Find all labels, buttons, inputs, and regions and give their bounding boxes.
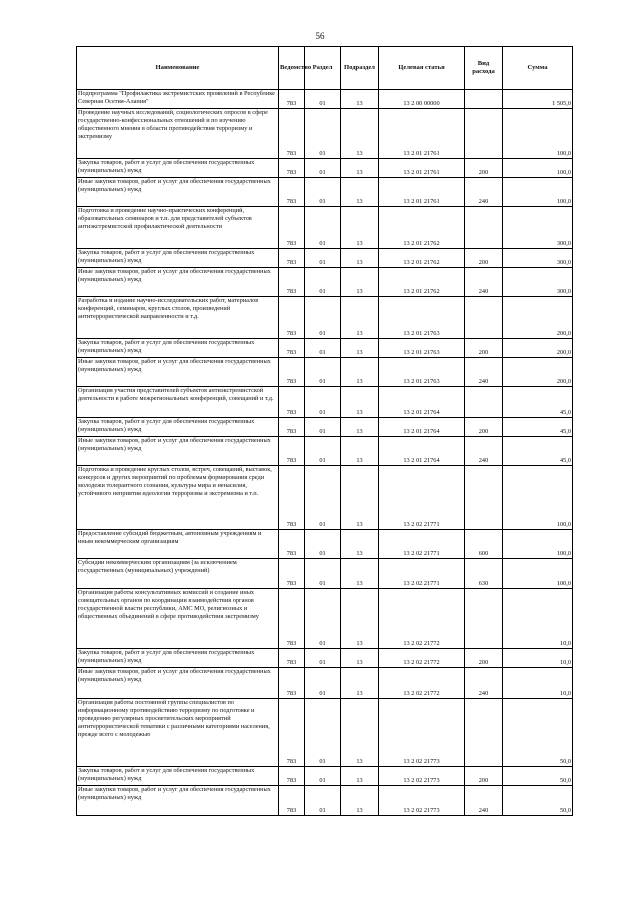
row-target: 13 2 02 21773 <box>379 786 465 816</box>
row-sum: 100,0 <box>503 159 573 178</box>
row-type <box>465 699 503 767</box>
row-dept: 783 <box>279 786 305 816</box>
row-section: 01 <box>305 649 341 668</box>
row-section: 01 <box>305 466 341 530</box>
row-section: 01 <box>305 767 341 786</box>
row-sum: 100,0 <box>503 178 573 207</box>
row-name: Закупка товаров, работ и услуг для обеспечения государственных (муниципальных) нужд <box>77 767 279 786</box>
budget-table <box>76 46 573 816</box>
row-section: 01 <box>305 159 341 178</box>
table-row <box>77 699 573 767</box>
row-name: Иные закупки товаров, работ и услуг для обеспечения государственных (муниципальных) нужд <box>77 786 279 816</box>
row-sum: 100,0 <box>503 466 573 530</box>
row-sum: 100,0 <box>503 109 573 159</box>
row-target: 13 2 01 21764 <box>379 387 465 418</box>
row-type: 240 <box>465 786 503 816</box>
row-dept: 783 <box>279 668 305 699</box>
row-name: Иные закупки товаров, работ и услуг для обеспечения государственных (муниципальных) нужд <box>77 268 279 297</box>
table-row <box>77 358 573 387</box>
row-target: 13 2 00 00000 <box>379 90 465 109</box>
row-name: Закупка товаров, работ и услуг для обеспечения государственных (муниципальных) нужд <box>77 249 279 268</box>
row-section: 01 <box>305 668 341 699</box>
row-name: Закупка товаров, работ и услуг для обеспечения государственных (муниципальных) нужд <box>77 418 279 437</box>
row-subsection: 13 <box>341 530 379 559</box>
table-row <box>77 649 573 668</box>
header-target: Целевая статья <box>379 47 465 90</box>
row-type: 200 <box>465 767 503 786</box>
row-subsection: 13 <box>341 668 379 699</box>
row-subsection: 13 <box>341 159 379 178</box>
row-name: Закупка товаров, работ и услуг для обеспечения государственных (муниципальных) нужд <box>77 159 279 178</box>
row-subsection: 13 <box>341 178 379 207</box>
row-dept: 783 <box>279 437 305 466</box>
row-sum: 45,0 <box>503 418 573 437</box>
row-dept: 783 <box>279 418 305 437</box>
row-target: 13 2 02 21773 <box>379 767 465 786</box>
row-subsection: 13 <box>341 358 379 387</box>
row-name: Предоставление субсидий бюджетным, автономным учреждениям и иным некоммерческим организациям <box>77 530 279 559</box>
row-dept: 783 <box>279 699 305 767</box>
row-name: Подпрограмма "Профилактика экстремистских проявлений в Республике Северная Осетия-Алания" <box>77 90 279 109</box>
row-sum: 300,0 <box>503 207 573 249</box>
row-dept: 783 <box>279 268 305 297</box>
row-subsection: 13 <box>341 268 379 297</box>
table-row <box>77 387 573 418</box>
row-subsection: 13 <box>341 249 379 268</box>
row-target: 13 2 02 21772 <box>379 589 465 649</box>
row-type: 240 <box>465 178 503 207</box>
row-dept: 783 <box>279 767 305 786</box>
row-sum: 10,0 <box>503 649 573 668</box>
row-target: 13 2 01 21761 <box>379 159 465 178</box>
row-name: Закупка товаров, работ и услуг для обеспечения государственных (муниципальных) нужд <box>77 339 279 358</box>
page-number: 56 <box>315 31 325 41</box>
row-name: Проведение научных исследований, социологических опросов в сфере государственно-конфессиональных отношений и по изучению общественного мнения в области противодействия терроризму и экстремизму <box>77 109 279 159</box>
row-type: 630 <box>465 559 503 589</box>
row-section: 01 <box>305 530 341 559</box>
row-target: 13 2 01 21763 <box>379 339 465 358</box>
row-subsection: 13 <box>341 109 379 159</box>
table-row <box>77 207 573 249</box>
row-dept: 783 <box>279 466 305 530</box>
row-name: Организация работы постоянной группы специалистов по информационному противодействию терроризму по подготовке и проведению регулярных просветительских мероприятий антитеррористической тематики с различными категориями населения, прежде всего с молодежью <box>77 699 279 767</box>
table-row <box>77 178 573 207</box>
table-row <box>77 159 573 178</box>
row-dept: 783 <box>279 207 305 249</box>
row-type: 200 <box>465 649 503 668</box>
row-sum: 10,0 <box>503 668 573 699</box>
row-section: 01 <box>305 418 341 437</box>
table-row <box>77 530 573 559</box>
row-sum: 100,0 <box>503 559 573 589</box>
row-dept: 783 <box>279 358 305 387</box>
row-subsection: 13 <box>341 207 379 249</box>
row-sum: 300,0 <box>503 268 573 297</box>
row-section: 01 <box>305 559 341 589</box>
row-dept: 783 <box>279 387 305 418</box>
row-target: 13 2 02 21771 <box>379 530 465 559</box>
row-target: 13 2 02 21772 <box>379 668 465 699</box>
row-type: 240 <box>465 358 503 387</box>
row-name: Субсидии некоммерческим организациям (за исключением государственных (муниципальных) учреждений) <box>77 559 279 589</box>
row-subsection: 13 <box>341 649 379 668</box>
table-row <box>77 767 573 786</box>
row-dept: 783 <box>279 559 305 589</box>
row-subsection: 13 <box>341 297 379 339</box>
row-type <box>465 207 503 249</box>
header-name: Наименование <box>77 47 279 90</box>
row-target: 13 2 01 21764 <box>379 437 465 466</box>
row-type: 200 <box>465 339 503 358</box>
row-sum: 200,0 <box>503 358 573 387</box>
row-dept: 783 <box>279 90 305 109</box>
row-subsection: 13 <box>341 559 379 589</box>
row-type <box>465 387 503 418</box>
table-row <box>77 109 573 159</box>
header-type: Вид расхода <box>465 47 503 90</box>
table-row <box>77 437 573 466</box>
header-subsection: Подраздел <box>341 47 379 90</box>
row-sum: 100,0 <box>503 530 573 559</box>
row-section: 01 <box>305 437 341 466</box>
header-sum: Сумма <box>503 47 573 90</box>
table-row <box>77 339 573 358</box>
row-name: Иные закупки товаров, работ и услуг для обеспечения государственных (муниципальных) нужд <box>77 437 279 466</box>
row-subsection: 13 <box>341 339 379 358</box>
row-dept: 783 <box>279 249 305 268</box>
row-section: 01 <box>305 90 341 109</box>
row-dept: 783 <box>279 339 305 358</box>
row-sum: 1 505,0 <box>503 90 573 109</box>
table-row <box>77 668 573 699</box>
row-sum: 300,0 <box>503 249 573 268</box>
row-target: 13 2 01 21763 <box>379 358 465 387</box>
row-target: 13 2 02 21771 <box>379 466 465 530</box>
row-section: 01 <box>305 699 341 767</box>
table-row <box>77 268 573 297</box>
row-target: 13 2 01 21762 <box>379 268 465 297</box>
row-section: 01 <box>305 268 341 297</box>
row-target: 13 2 02 21771 <box>379 559 465 589</box>
row-subsection: 13 <box>341 437 379 466</box>
row-subsection: 13 <box>341 589 379 649</box>
row-target: 13 2 01 21762 <box>379 249 465 268</box>
row-type <box>465 466 503 530</box>
row-section: 01 <box>305 589 341 649</box>
row-sum: 50,0 <box>503 786 573 816</box>
row-type <box>465 297 503 339</box>
row-type: 600 <box>465 530 503 559</box>
row-section: 01 <box>305 358 341 387</box>
row-sum: 10,0 <box>503 589 573 649</box>
row-name: Закупка товаров, работ и услуг для обеспечения государственных (муниципальных) нужд <box>77 649 279 668</box>
row-subsection: 13 <box>341 767 379 786</box>
row-dept: 783 <box>279 649 305 668</box>
row-dept: 783 <box>279 530 305 559</box>
row-type <box>465 589 503 649</box>
row-target: 13 2 02 21773 <box>379 699 465 767</box>
table-row <box>77 559 573 589</box>
row-section: 01 <box>305 786 341 816</box>
row-subsection: 13 <box>341 418 379 437</box>
row-type: 240 <box>465 437 503 466</box>
row-name: Разработка и издание научно-исследовательских работ, материалов конференций, семинаров, круглых столов, произведений антитеррористической направленности и т.д. <box>77 297 279 339</box>
row-subsection: 13 <box>341 699 379 767</box>
row-subsection: 13 <box>341 90 379 109</box>
header-dept: Ведомство <box>279 47 305 90</box>
row-dept: 783 <box>279 109 305 159</box>
row-name: Организация работы консультативных комиссий и создание иных совещательных органов по координации взаимодействия органов государственной власти республики, АМС МО, религиозных и общественных объединений в сфере противодействия экстремизму <box>77 589 279 649</box>
row-type: 200 <box>465 249 503 268</box>
row-subsection: 13 <box>341 786 379 816</box>
row-subsection: 13 <box>341 387 379 418</box>
table-row <box>77 418 573 437</box>
row-type: 240 <box>465 668 503 699</box>
row-target: 13 2 01 21761 <box>379 109 465 159</box>
row-subsection: 13 <box>341 466 379 530</box>
table-header-row <box>77 47 573 90</box>
row-dept: 783 <box>279 178 305 207</box>
row-section: 01 <box>305 339 341 358</box>
row-name: Иные закупки товаров, работ и услуг для обеспечения государственных (муниципальных) нужд <box>77 178 279 207</box>
row-name: Организация участия представителей субъектов антиэкстремистской деятельности в работе межрегиональных конференций, совещаний и т.д. <box>77 387 279 418</box>
table-row <box>77 90 573 109</box>
row-type <box>465 109 503 159</box>
row-section: 01 <box>305 109 341 159</box>
row-dept: 783 <box>279 589 305 649</box>
row-type: 200 <box>465 159 503 178</box>
table-row <box>77 786 573 816</box>
row-section: 01 <box>305 297 341 339</box>
row-section: 01 <box>305 178 341 207</box>
row-target: 13 2 01 21762 <box>379 207 465 249</box>
row-section: 01 <box>305 207 341 249</box>
row-sum: 45,0 <box>503 387 573 418</box>
row-sum: 50,0 <box>503 699 573 767</box>
row-section: 01 <box>305 387 341 418</box>
row-target: 13 2 02 21772 <box>379 649 465 668</box>
table-row <box>77 466 573 530</box>
row-type: 200 <box>465 418 503 437</box>
row-section: 01 <box>305 249 341 268</box>
header-section: Раздел <box>305 47 341 90</box>
row-name: Иные закупки товаров, работ и услуг для обеспечения государственных (муниципальных) нужд <box>77 358 279 387</box>
row-sum: 50,0 <box>503 767 573 786</box>
row-target: 13 2 01 21761 <box>379 178 465 207</box>
row-name: Подготовка и проведение научно-практических конференций, образовательных семинаров и т.п. для представителей субъектов антиэкстремистской профилактической деятельности <box>77 207 279 249</box>
row-name: Иные закупки товаров, работ и услуг для обеспечения государственных (муниципальных) нужд <box>77 668 279 699</box>
row-sum: 200,0 <box>503 339 573 358</box>
row-sum: 45,0 <box>503 437 573 466</box>
row-dept: 783 <box>279 297 305 339</box>
row-sum: 200,0 <box>503 297 573 339</box>
row-name: Подготовка и проведение круглых столов, встреч, совещаний, выставок, конкурсов и других мероприятий по проблемам формирования среди молодежи толерантного сознания, культуры мира и ненасилия, устойчивого неприятия идеологии терроризма и экстремизма и т.п. <box>77 466 279 530</box>
table-row <box>77 589 573 649</box>
row-type: 240 <box>465 268 503 297</box>
row-target: 13 2 01 21763 <box>379 297 465 339</box>
row-target: 13 2 01 21764 <box>379 418 465 437</box>
table-row <box>77 297 573 339</box>
row-dept: 783 <box>279 159 305 178</box>
table-row <box>77 249 573 268</box>
row-type <box>465 90 503 109</box>
